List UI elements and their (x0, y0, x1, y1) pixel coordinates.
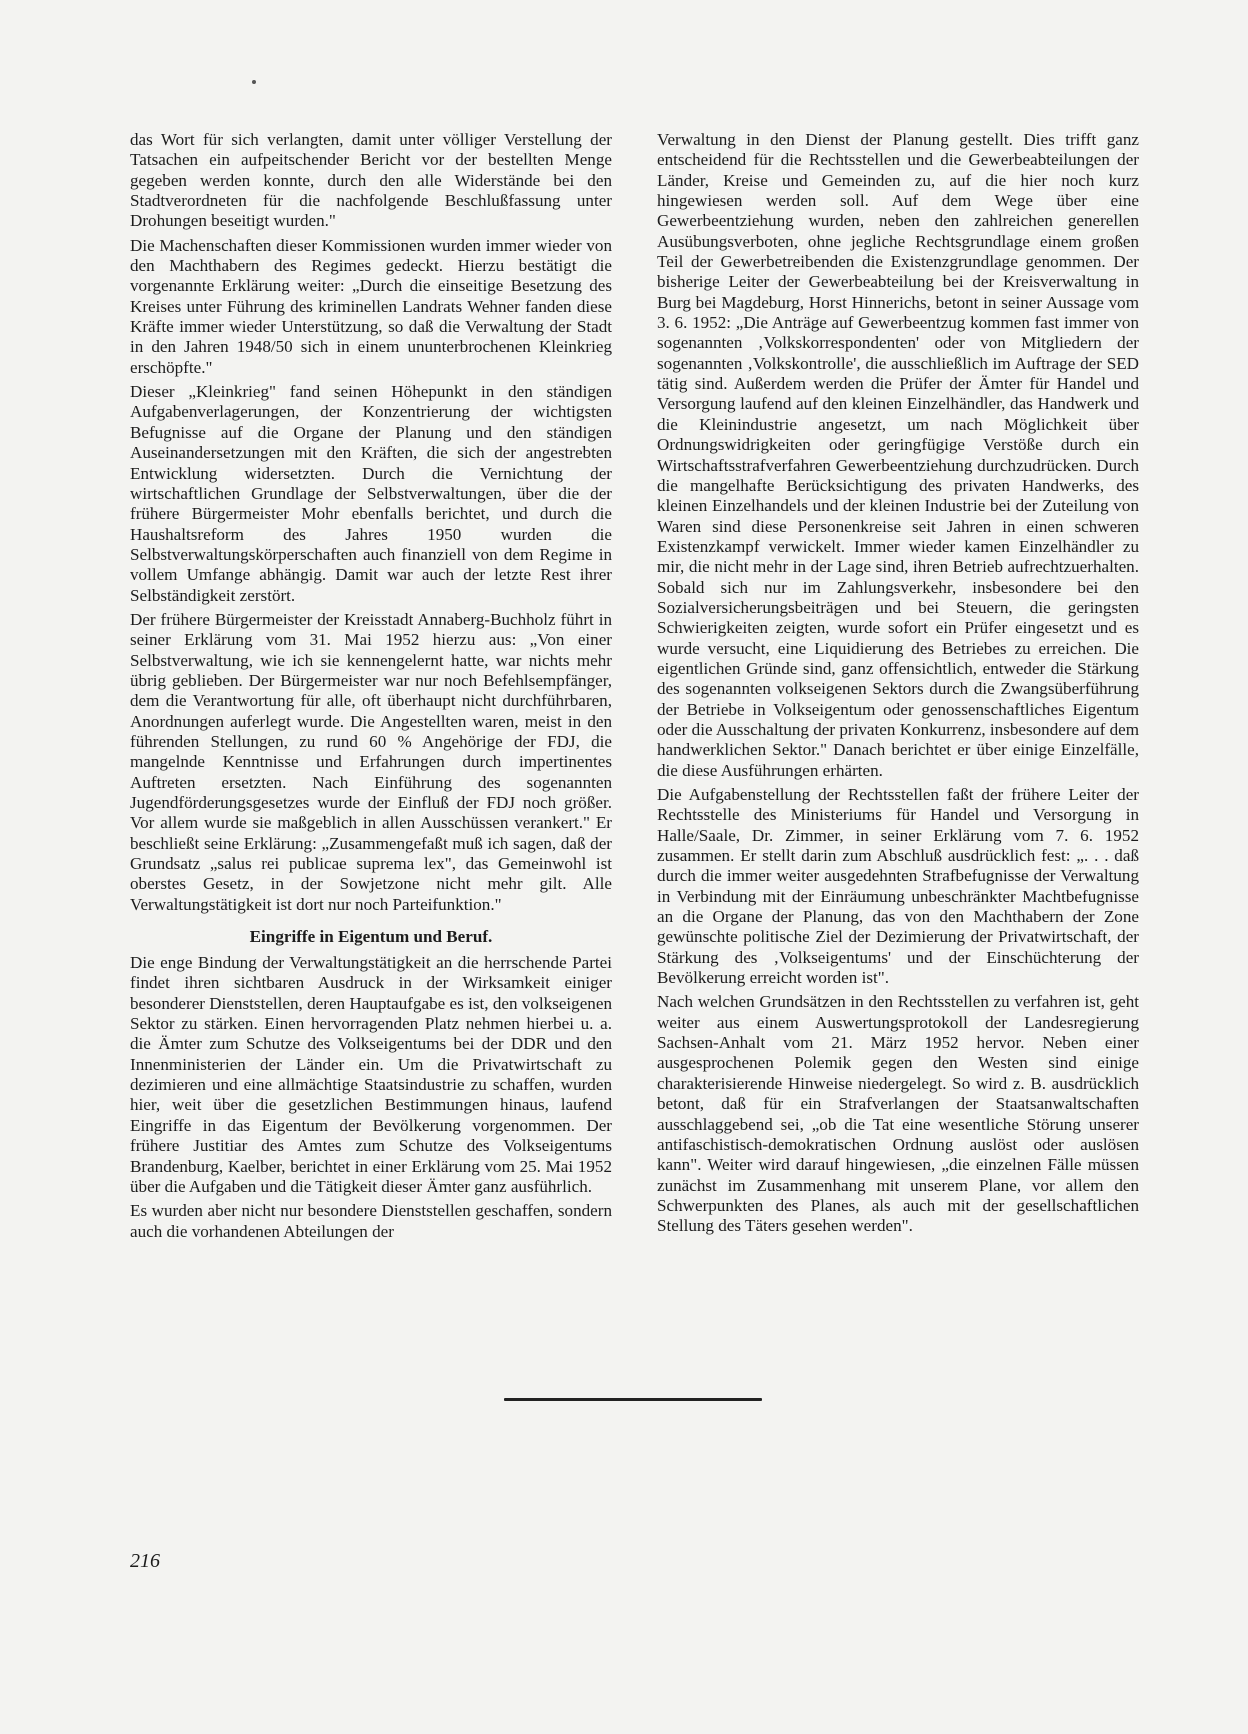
paragraph: Verwaltung in den Dienst der Planung gestellt. Dies trifft ganz entscheidend für die Rechtsstellen und die Gewerbeabteilungen der Länder, Kreise und Gemeinden zu, auf die hier noch kurz hingewiesen werden soll. Auf dem Wege über eine Gewerbeentziehung wurden, neben den zahlreichen generellen Ausübungsverboten, ohne jegliche Rechtsgrundlage einem großen Teil der Gewerbetreibenden die Existenzgrundlage genommen. Der bisherige Leiter der Gewerbeabteilung bei der Kreisverwaltung in Burg bei Magdeburg, Horst Hinnerichs, betont in seiner Aussage vom 3. 6. 1952: „Die Anträge auf Gewerbeentzug kommen fast immer von sogenannten ‚Volkskorrespondenten' oder von Mitgliedern der sogenannten ‚Volkskontrolle', die ausschließlich im Auftrage der SED tätig sind. Außerdem werden die Prüfer der Ämter für Handel und Versorgung laufend auf den kleinen Einzelhändler, das Handwerk und die Kleinindustrie angesetzt, um nach Möglichkeit über Ordnungswidrigkeiten oder geringfügige Verstöße durch ein Wirtschaftsstrafverfahren Gewerbeentziehung durchzudrücken. Durch die mangelhafte Berücksichtigung des privaten Handwerks, des kleinen Einzelhandels und der kleinen Industrie bei der Zuteilung von Waren sind diese Personenkreise seit Jahren in einen schweren Existenzkampf verwickelt. Immer wieder kamen Einzelhändler zu mir, die nicht mehr in der Lage sind, ihren Betrieb aufrechtzuerhalten. Sobald sich nur im Zahlungsverkehr, insbesondere bei den Sozialversicherungsbeiträgen und bei Steuern, die geringsten Schwierigkeiten zeigten, wurde sofort ein Prüfer eingesetzt und es wurde versucht, eine Liquidierung des Betriebes zu erreichen. Die eigentlichen Gründe sind, ganz offensichtlich, entweder die Stärkung des sogenannten volkseigenen Sektors durch die Zwangsüberführung der Betriebe in Volkseigentum oder genossenschaftliches Eigentum oder die Ausschaltung der privaten Konkurrenz, insbesondere auf dem handwerklichen Sektor." Danach berichtet er über einige Einzelfälle, die diese Ausführungen erhärten. (657, 130, 1139, 780)
left-column (130, 130, 612, 1246)
right-column (657, 130, 1139, 1241)
section-divider (504, 1398, 762, 1401)
paragraph: Es wurden aber nicht nur besondere Dienststellen geschaffen, sondern auch die vorhandenen Abteilungen der (130, 1201, 612, 1241)
page-number: 216 (130, 1550, 160, 1572)
paragraph: Der frühere Bürgermeister der Kreisstadt Annaberg-Buchholz führt in seiner Erklärung vom 31. Mai 1952 hierzu aus: „Von einer Selbstverwaltung, wie ich sie kennengelernt hatte, war nichts mehr übrig geblieben. Der Bürgermeister war nur noch Befehlsempfänger, dem die Verantwortung für alle, oft überhaupt nicht durchführbaren, Anordnungen auferlegt wurde. Die Angestellten waren, meist in den führenden Stellungen, zu rund 60 % Angehörige der FDJ, die mangelnde Kenntnisse und Erfahrungen durch impertinentes Auftreten ersetzten. Nach Einführung des sogenannten Jugendförderungsgesetzes wurde der Einfluß der FDJ noch größer. Vor allem wurde sie maßgeblich in allen Ausschüssen verankert." Er beschließt seine Erklärung: „Zusammengefaßt muß ich sagen, daß der Grundsatz „salus rei publicae suprema lex", das Gemeinwohl ist oberstes Gesetz, in der Sowjetzone nicht mehr gilt. Alle Verwaltungstätigkeit ist dort nur noch Parteifunktion." (130, 609, 612, 914)
section-heading: Eingriffe in Eigentum und Beruf. (249, 927, 493, 947)
paragraph: Die Aufgabenstellung der Rechtsstellen faßt der frühere Leiter der Rechtsstelle des Ministeriums für Handel und Versorgung in Halle/Saale, Dr. Zimmer, in seiner Erklärung vom 7. 6. 1952 zusammen. Er stellt darin zum Abschluß ausdrücklich fest: „. . . daß durch die immer weiter ausgedehnten Strafbefugnisse der Verwaltung in Verbindung mit der Einräumung unbeschränkter Machtbefugnisse an die Organe der Planung, das von den Machthabern der Zone gewünschte politische Ziel der Dezimierung der Privatwirtschaft, der Stärkung des ‚Volkseigentums' und der Einschüchterung der Bevölkerung erreicht worden ist". (657, 785, 1139, 988)
paragraph: Die Machenschaften dieser Kommissionen wurden immer wieder von den Machthabern des Regimes gedeckt. Hierzu bestätigt die vorgenannte Erklärung weiter: „Durch die einseitige Besetzung des Kreises unter Führung des kriminellen Landrats Wehner fanden diese Kräfte immer wieder Unterstützung, so daß die Verwaltung der Stadt in den Jahren 1948/50 sich in einem ununterbrochenen Kleinkrieg erschöpfte." (130, 235, 612, 377)
scan-speck (252, 80, 256, 84)
paragraph: Dieser „Kleinkrieg" fand seinen Höhepunkt in den ständigen Aufgabenverlagerungen, der Konzentrierung der wichtigsten Befugnisse auf die Organe der Planung und den ständigen Auseinandersetzungen mit den Kräften, die sich der angestrebten Entwicklung widersetzten. Durch die Vernichtung der wirtschaftlichen Grundlage der Selbstverwaltungen, über die der frühere Bürgermeister Mohr ebenfalls berichtet, und durch die Haushaltsreform des Jahres 1950 wurden die Selbstverwaltungskörperschaften auch finanziell von dem Regime in vollem Umfange abhängig. Damit war auch der letzte Rest ihrer Selbständigkeit zerstört. (130, 382, 612, 605)
paragraph: Nach welchen Grundsätzen in den Rechtsstellen zu verfahren ist, geht weiter aus einem Auswertungsprotokoll der Landesregierung Sachsen-Anhalt vom 21. März 1952 hervor. Neben einer ausgesprochenen Polemik gegen den Westen sind einige charakterisierende Hinweise niedergelegt. So wird z. B. ausdrücklich betont, daß für ein Strafverlangen der Staatsanwaltschaften ausschlaggebend sei, „ob die Tat eine wesentliche Störung unserer antifaschistisch-demokratischen Ordnung auslöst oder auslösen kann". Weiter wird darauf hingewiesen, „die einzelnen Fälle müssen zunächst im Zusammenhang mit unserem Plane, vor allem den Schwerpunkten des Planes, als auch mit der gesellschaftlichen Stellung des Täters gesehen werden". (657, 992, 1139, 1236)
paragraph: das Wort für sich verlangten, damit unter völliger Verstellung der Tatsachen ein aufpeitschender Bericht vor der bestellten Menge gegeben werden konnte, durch den alle Widerstände bei den Stadtverordneten für die nachfolgende Beschlußfassung unter Drohungen beseitigt wurden." (130, 130, 612, 231)
paragraph: Die enge Bindung der Verwaltungstätigkeit an die herrschende Partei findet ihren sichtbaren Ausdruck in der Wirksamkeit einiger besonderer Dienststellen, deren Hauptaufgabe es ist, den volkseigenen Sektor zu stärken. Einen hervorragenden Platz nehmen hierbei u. a. die Ämter zum Schutze des Volkseigentums bei der DDR und den Innenministerien der Länder ein. Um die Privatwirtschaft zu dezimieren und eine allmächtige Staatsindustrie zu schaffen, wurden hier, weit über die gesetzlichen Bestimmungen hinaus, laufend Eingriffe in das Eigentum der Bevölkerung vorgenommen. Der frühere Justitiar des Amtes zum Schutze des Volkseigentums Brandenburg, Kaelber, berichtet in einer Erklärung vom 25. Mai 1952 über die Aufgaben und die Tätigkeit dieser Ämter ganz ausführlich. (130, 953, 612, 1196)
